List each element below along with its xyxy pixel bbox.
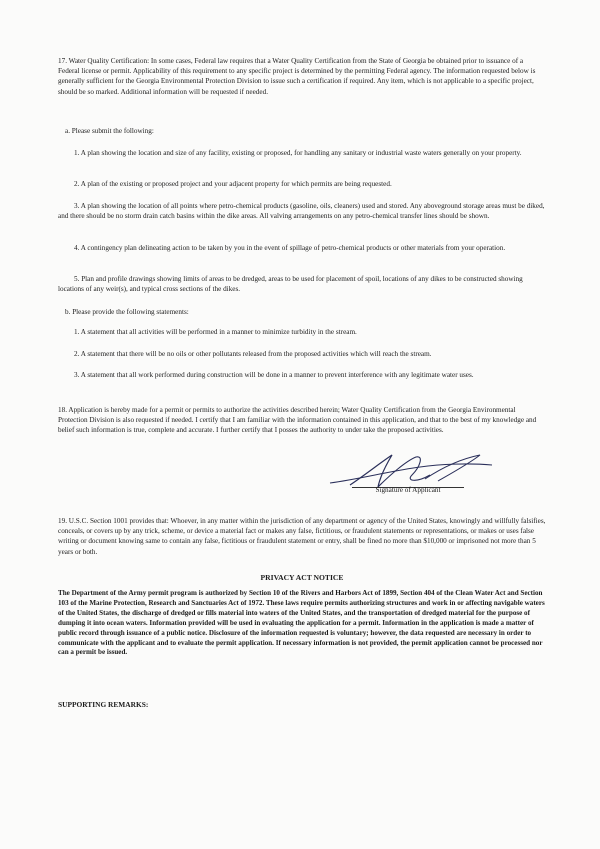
section-17a-item-5: 5. Plan and profile drawings showing limits of areas to be dredged, areas to be used for placement of spoil, locations of any dikes to be constructed showing locations of any weir(s), and typical cross sections of the dikes.: [58, 275, 523, 294]
section-19-usc-1001: 19. U.S.C. Section 1001 provides that: Whoever, in any matter within the jurisdiction of any department or agency of the United States, knowingly and willfully falsifies, conceals, or covers up by any trick, scheme, or device a material fact or makes any false, fictitious, or fraudulent statements or representations, or makes or uses false writing or document knowing same to contain any false, fictitious or fraudulent statement or entry, shall be fined no more than $10,000 or imprisoned not more than 5 years or both.: [58, 517, 546, 556]
applicant-signature-image: [320, 449, 500, 491]
section-17a-item-2: 2. A plan of the existing or proposed project and your adjacent property for which permits are being requested.: [74, 180, 392, 188]
section-17b-heading: b. Please provide the following statements:: [65, 308, 189, 316]
section-17b-item-2: 2. A statement that there will be no oils or other pollutants released from the proposed activities which will reach the stream.: [74, 350, 432, 358]
privacy-act-title: PRIVACY ACT NOTICE: [260, 573, 344, 582]
section-17a-item-3: 3. A plan showing the location of all points where petro-chemical products (gasoline, oils, cleaners) used and stored. Any aboveground storage areas must be diked, and there should be no storm drain catch basins within the dike areas. All valving arrangements on any petro-chemical transfer lines should be shown.: [58, 202, 545, 221]
section-17a-item-4: 4. A contingency plan delineating action to be taken by you in the event of spillage of petro-chemical products or other materials from your operation.: [74, 244, 506, 252]
section-17a-item-1: 1. A plan showing the location and size of any facility, existing or proposed, for handling any sanitary or industrial waste waters generally on your property.: [74, 149, 522, 157]
privacy-act-body: The Department of the Army permit program is authorized by Section 10 of the Rivers and Harbors Act of 1899, Section 404 of the Clean Water Act and Section 103 of the Marine Protection, Research and Sanctuaries Act of 1972. These laws require permits authorizing structures and work in or affecting navigable waters of the United States, the discharge of dredged or fills material into waters of the United States, and the transportation of dredged material for the purpose of dumping it into ocean waters. Information provided will be used in evaluating the application for a permit. Information in the application is made a matter of public record through issuance of a public notice. Disclosure of the information requested is voluntary; however, the data requested are necessary in order to communicate with the applicant and to evaluate the permit application. If necessary information is not provided, the permit application cannot be processed nor can a permit be issued.: [58, 589, 545, 657]
section-17b-item-3: 3. A statement that all work performed during construction will be done in a manner to prevent interference with any legitimate water uses.: [74, 371, 474, 379]
section-18-certification: 18. Application is hereby made for a permit or permits to authorize the activities described herein; Water Quality Certification from the Georgia Environmental Protection Division is also requested if needed. I certify that I am familiar with the information contained in this application, and that to the best of my knowledge and belief such information is true, complete and accurate. I further certify that I posses the authority to under take the proposed activities.: [58, 406, 537, 435]
section-17b-item-1: 1. A statement that all activities will be performed in a manner to minimize turbidity in the stream.: [74, 328, 357, 336]
section-17-intro: 17. Water Quality Certification: In some cases, Federal law requires that a Water Quality Certification from the State of Georgia be obtained prior to issuance of a Federal license or permit. Applicability of this requirement to any specific project is determined by the permitting Federal agency. The information requested below is generally sufficient for the Georgia Environmental Protection Division to issue such a certification if required. Any item, which is not applicable to a specific project, should be so marked. Additional information will be requested if needed.: [58, 57, 536, 96]
supporting-remarks-heading: SUPPORTING REMARKS:: [58, 700, 149, 709]
signature-label: Signature of Applicant: [375, 486, 441, 494]
section-17a-heading: a. Please submit the following:: [65, 127, 154, 135]
